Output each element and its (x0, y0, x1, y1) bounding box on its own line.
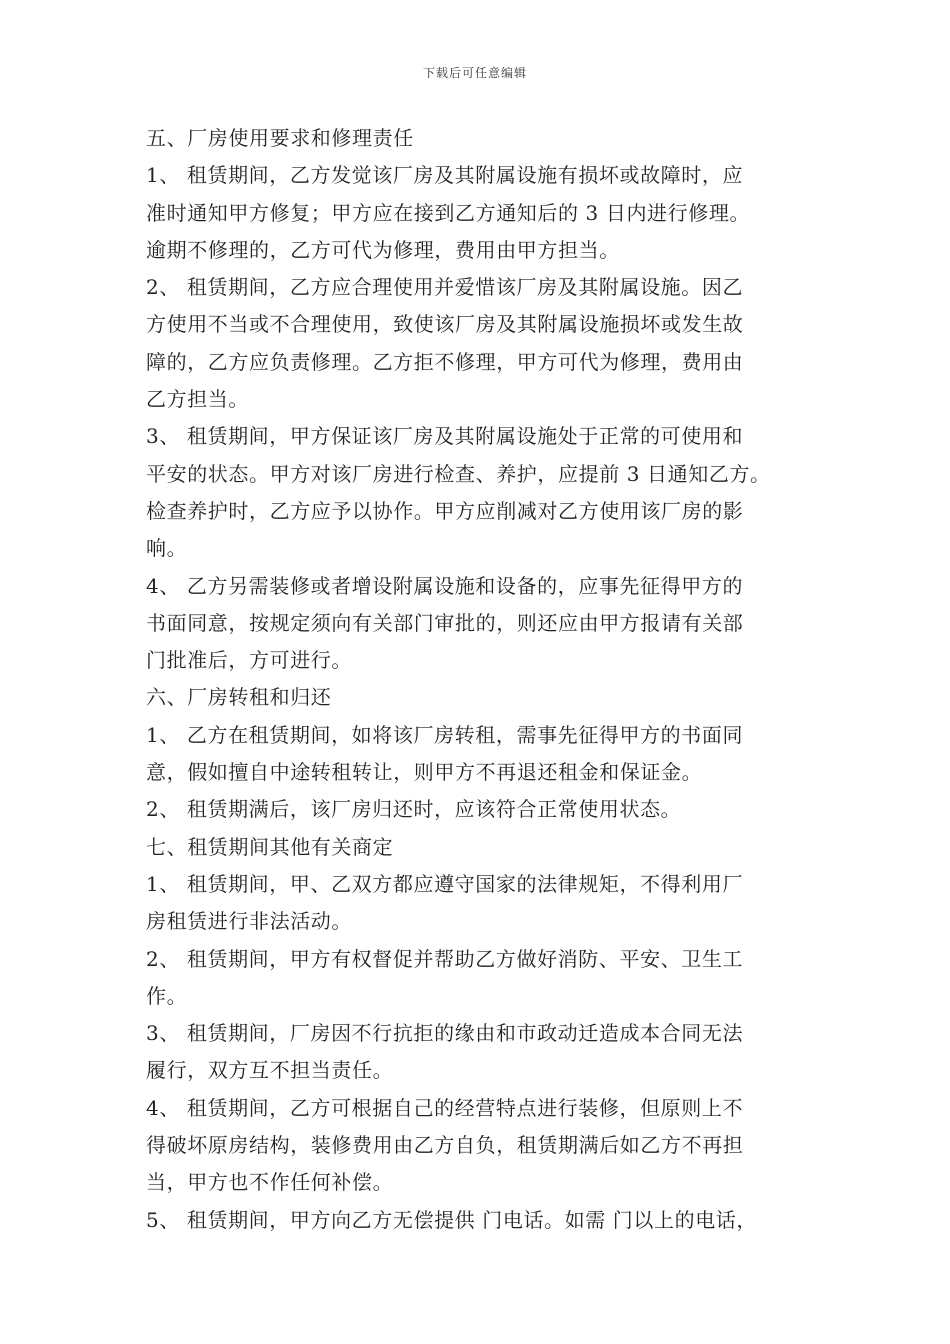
header-note: 下载后可任意编辑 (422, 66, 527, 80)
text-line: 履行，双方互不担当责任。 (146, 1058, 394, 1083)
text-line: 响。 (146, 536, 188, 561)
text-line: 房租赁进行非法活动。 (146, 909, 352, 934)
text-line: 4、 乙方另需装修或者增设附属设施和设备的，应事先征得甲方的 (146, 573, 744, 598)
text-line: 3、 租赁期间，厂房因不行抗拒的缘由和市政动迁造成本合同无法 (146, 1021, 744, 1046)
text-line: 3、 租赁期间，甲方保证该厂房及其附属设施处于正常的可使用和 (146, 424, 744, 449)
text-line: 方使用不当或不合理使用，致使该厂房及其附属设施损坏或发生故 (146, 312, 744, 337)
text-line: 逾期不修理的，乙方可代为修理，费用由甲方担当。 (146, 237, 620, 262)
text-line: 4、 租赁期间，乙方可根据自己的经营特点进行装修，但原则上不 (146, 1095, 744, 1120)
section-heading-5: 五、厂房使用要求和修理责任 (146, 126, 414, 150)
text-line: 门批准后，方可进行。 (146, 648, 352, 673)
text-line: 当，甲方也不作任何补偿。 (146, 1170, 394, 1195)
text-line: 检查养护时，乙方应予以协作。甲方应削减对乙方使用该厂房的影 (146, 498, 744, 523)
text-line: 得破坏原房结构，装修费用由乙方自负，租赁期满后如乙方不再担 (146, 1133, 744, 1158)
text-line: 作。 (146, 983, 188, 1008)
section-heading-7: 七、租赁期间其他有关商定 (146, 834, 394, 859)
text-line: 障的，乙方应负责修理。乙方拒不修理，甲方可代为修理，费用由 (146, 349, 744, 374)
text-line: 2、 租赁期满后，该厂房归还时，应该符合正常使用状态。 (146, 797, 682, 822)
text-line: 2、 租赁期间，乙方应合理使用并爱惜该厂房及其附属设施。因乙 (146, 275, 744, 300)
text-line: 1、 租赁期间，乙方发觉该厂房及其附属设施有损坏或故障时，应 (146, 163, 744, 188)
text-line: 准时通知甲方修复；甲方应在接到乙方通知后的 3 日内进行修理。 (146, 200, 751, 225)
text-line: 5、 租赁期间，甲方向乙方无偿提供 门电话。如需 门以上的电话， (146, 1207, 757, 1232)
text-line: 1、 租赁期间，甲、乙双方都应遵守国家的法律规矩，不得利用厂 (146, 871, 744, 896)
text-line: 平安的状态。甲方对该厂房进行检查、养护，应提前 3 日通知乙方。 (146, 461, 771, 486)
text-line: 书面同意，按规定须向有关部门审批的，则还应由甲方报请有关部 (146, 610, 744, 635)
document-body (146, 120, 810, 1239)
text-line: 1、 乙方在租赁期间，如将该厂房转租，需事先征得甲方的书面同 (146, 722, 744, 747)
text-line: 乙方担当。 (146, 387, 249, 412)
text-line: 意，假如擅自中途转租转让，则甲方不再退还租金和保证金。 (146, 760, 703, 785)
text-line: 2、 租赁期间，甲方有权督促并帮助乙方做好消防、平安、卫生工 (146, 946, 744, 971)
section-heading-6: 六、厂房转租和归还 (146, 685, 332, 710)
